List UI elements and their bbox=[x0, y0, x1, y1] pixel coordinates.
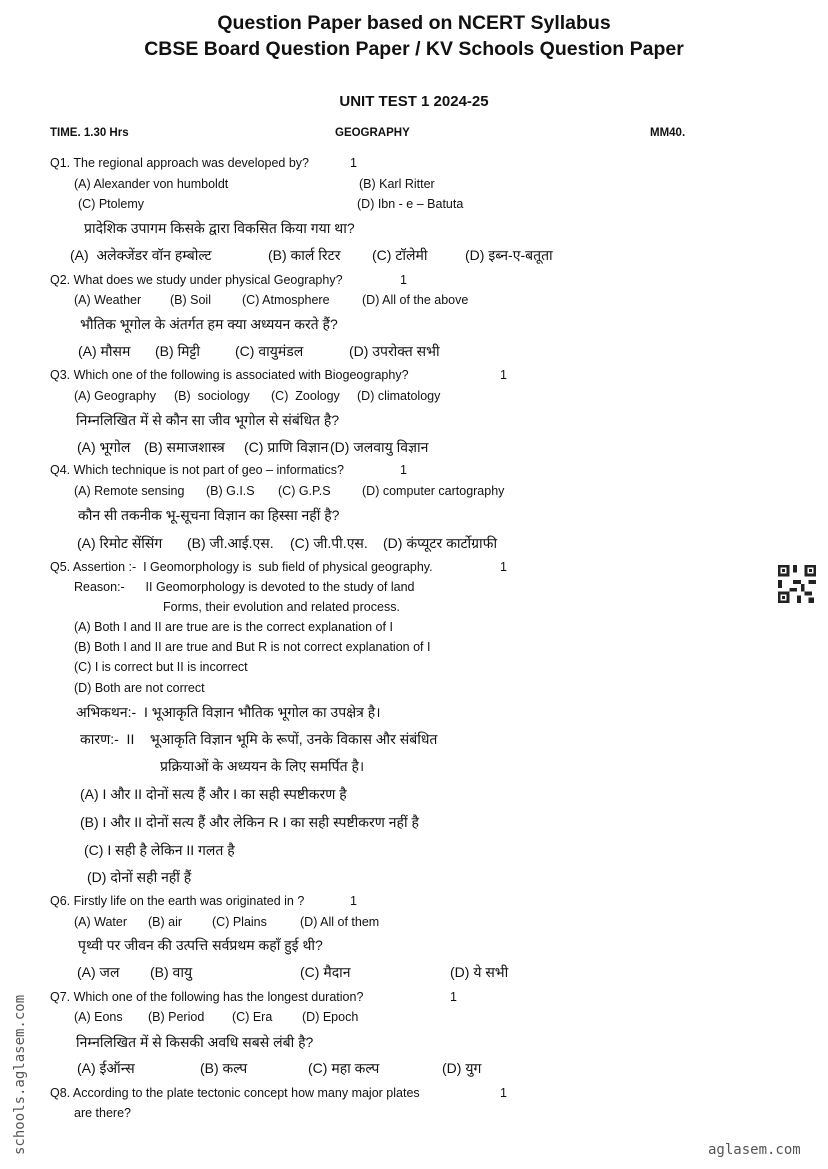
option-a-hindi: (A) भूगोल bbox=[77, 439, 131, 455]
option-b: (B) sociology bbox=[174, 389, 250, 403]
option-c-hindi: (C) जी.पी.एस. bbox=[290, 535, 368, 551]
option-a: (A) Both I and II are true are is the correct explanation of I bbox=[74, 620, 393, 634]
question-hindi: भौतिक भूगोल के अंतर्गत हम क्या अध्ययन करते हैं? bbox=[80, 316, 338, 332]
option-c: (C) I is correct but II is incorrect bbox=[74, 660, 248, 674]
assertion-hindi: अभिकथन:- I भूआकृति विज्ञान भौतिक भूगोल का उपक्षेत्र है। bbox=[76, 704, 381, 720]
option-c-hindi: (C) टॉलेमी bbox=[372, 247, 428, 263]
option-d-hindi: (D) ये सभी bbox=[450, 964, 509, 980]
option-d-hindi: (D) जलवायु विज्ञान bbox=[330, 439, 429, 455]
option-b-hindi: (B) कल्प bbox=[200, 1060, 248, 1076]
question-marks: 1 bbox=[350, 894, 357, 908]
header-line-1: Question Paper based on NCERT Syllabus bbox=[217, 12, 611, 34]
option-d-hindi: (D) युग bbox=[442, 1060, 482, 1076]
question-4: Q4. Which technique is not part of geo – informatics? bbox=[50, 463, 344, 477]
question-marks: 1 bbox=[500, 560, 507, 574]
option-d: (D) climatology bbox=[357, 389, 441, 403]
reason-hindi: कारण:- II भूआकृति विज्ञान भूमि के रूपों, उनके विकास और संबंधित bbox=[80, 731, 438, 747]
side-watermark: schools.aglasem.com bbox=[12, 994, 28, 1155]
option-d: (D) Ibn - e – Batuta bbox=[357, 197, 464, 211]
question-hindi: निम्नलिखित में से किसकी अवधि सबसे लंबी है? bbox=[76, 1034, 314, 1050]
test-title: UNIT TEST 1 2024-25 bbox=[339, 93, 489, 110]
question-8-continued: are there? bbox=[74, 1106, 131, 1120]
option-a: (A) Water bbox=[74, 915, 128, 929]
time-label: TIME. 1.30 Hrs bbox=[50, 127, 129, 139]
option-d: (D) Both are not correct bbox=[74, 681, 205, 695]
option-d-hindi: (D) उपरोक्त सभी bbox=[349, 343, 440, 359]
option-c: (C) Atmosphere bbox=[242, 293, 330, 307]
option-b-hindi: (B) कार्ल रिटर bbox=[268, 247, 341, 263]
option-a: (A) Remote sensing bbox=[74, 484, 185, 498]
question-8: Q8. According to the plate tectonic concept how many major plates bbox=[50, 1086, 420, 1100]
option-c-hindi: (C) वायुमंडल bbox=[235, 343, 304, 359]
question-3: Q3. Which one of the following is associated with Biogeography? bbox=[50, 368, 409, 382]
option-a: (A) Geography bbox=[74, 389, 156, 403]
question-marks: 1 bbox=[500, 368, 507, 382]
option-b-hindi: (B) मिट्टी bbox=[155, 343, 201, 359]
question-marks: 1 bbox=[450, 990, 457, 1004]
option-b: (B) Both I and II are true and But R is not correct explanation of I bbox=[74, 640, 431, 654]
option-c-hindi: (C) मैदान bbox=[300, 964, 351, 980]
option-a: (A) Weather bbox=[74, 293, 142, 307]
question-marks: 1 bbox=[500, 1086, 507, 1100]
option-b-hindi: (B) समाजशास्त्र bbox=[144, 439, 225, 455]
option-c-hindi: (C) महा कल्प bbox=[308, 1060, 380, 1076]
option-c: (C) Era bbox=[232, 1010, 273, 1024]
question-hindi: निम्नलिखित में से कौन सा जीव भूगोल से संबंधित है? bbox=[76, 412, 340, 428]
option-a-hindi: (A) मौसम bbox=[78, 343, 131, 359]
option-b-hindi: (B) वायु bbox=[150, 964, 193, 980]
option-d: (D) All of the above bbox=[362, 293, 469, 307]
qr-code-icon bbox=[778, 565, 816, 603]
option-b-hindi: (B) जी.आई.एस. bbox=[187, 535, 274, 551]
reason: Reason:- II Geomorphology is devoted to the study of land bbox=[74, 580, 415, 594]
question-hindi: प्रादेशिक उपागम किसके द्वारा विकसित किया गया था? bbox=[84, 220, 355, 236]
question-marks: 1 bbox=[400, 273, 407, 287]
option-d: (D) computer cartography bbox=[362, 484, 505, 498]
option-b: (B) G.I.S bbox=[206, 484, 255, 498]
option-a-hindi: (A) रिमोट सेंसिंग bbox=[77, 535, 163, 551]
subject-label: GEOGRAPHY bbox=[335, 127, 410, 139]
option-a-hindi: (A) ईऑन्स bbox=[77, 1060, 135, 1076]
option-c: (C) Ptolemy bbox=[78, 197, 144, 211]
question-7: Q7. Which one of the following has the longest duration? bbox=[50, 990, 364, 1004]
question-6: Q6. Firstly life on the earth was originated in ? bbox=[50, 894, 305, 908]
option-b-hindi: (B) I और II दोनों सत्य हैं और लेकिन R I का सही स्पष्टीकरण नहीं है bbox=[80, 814, 419, 830]
option-c-hindi: (C) प्राणि विज्ञान bbox=[244, 439, 329, 455]
question-2: Q2. What does we study under physical Geography? bbox=[50, 273, 343, 287]
option-d-hindi: (D) इब्न-ए-बतूता bbox=[465, 247, 553, 263]
option-c-hindi: (C) I सही है लेकिन II गलत है bbox=[84, 842, 235, 858]
bottom-watermark: aglasem.com bbox=[708, 1142, 801, 1158]
question-marks: 1 bbox=[400, 463, 407, 477]
question-1: Q1. The regional approach was developed by? bbox=[50, 156, 309, 170]
option-d-hindi: (D) दोनों सही नहीं हैं bbox=[87, 869, 192, 885]
option-c: (C) Plains bbox=[212, 915, 267, 929]
question-marks: 1 bbox=[350, 156, 357, 170]
option-a: (A) Eons bbox=[74, 1010, 123, 1024]
question-hindi: कौन सी तकनीक भू-सूचना विज्ञान का हिस्सा नहीं है? bbox=[78, 507, 340, 523]
option-b: (B) Period bbox=[148, 1010, 205, 1024]
option-b: (B) Soil bbox=[170, 293, 211, 307]
marks-label: MM40. bbox=[650, 127, 686, 139]
header-line-2: CBSE Board Question Paper / KV Schools Question Paper bbox=[144, 38, 684, 60]
option-a-hindi: (A) अलेक्जेंडर वॉन हम्बोल्ट bbox=[70, 247, 212, 263]
question-hindi: पृथ्वी पर जीवन की उत्पत्ति सर्वप्रथम कहाँ हुई थी? bbox=[78, 937, 323, 953]
option-d-hindi: (D) कंप्यूटर कार्टोग्राफी bbox=[383, 535, 498, 551]
option-d: (D) All of them bbox=[300, 915, 380, 929]
option-a-hindi: (A) I और II दोनों सत्य हैं और I का सही स्पष्टीकरण है bbox=[80, 786, 347, 802]
option-d: (D) Epoch bbox=[302, 1010, 359, 1024]
option-a: (A) Alexander von humboldt bbox=[74, 177, 229, 191]
reason-continued: Forms, their evolution and related process. bbox=[163, 600, 400, 614]
option-c: (C) Zoology bbox=[271, 389, 340, 403]
option-c: (C) G.P.S bbox=[278, 484, 331, 498]
option-a-hindi: (A) जल bbox=[77, 964, 120, 980]
option-b: (B) air bbox=[148, 915, 183, 929]
question-5: Q5. Assertion :- I Geomorphology is sub field of physical geography. bbox=[50, 560, 433, 574]
reason-hindi-continued: प्रक्रियाओं के अध्ययन के लिए समर्पित है। bbox=[160, 758, 365, 774]
option-b: (B) Karl Ritter bbox=[359, 177, 435, 191]
